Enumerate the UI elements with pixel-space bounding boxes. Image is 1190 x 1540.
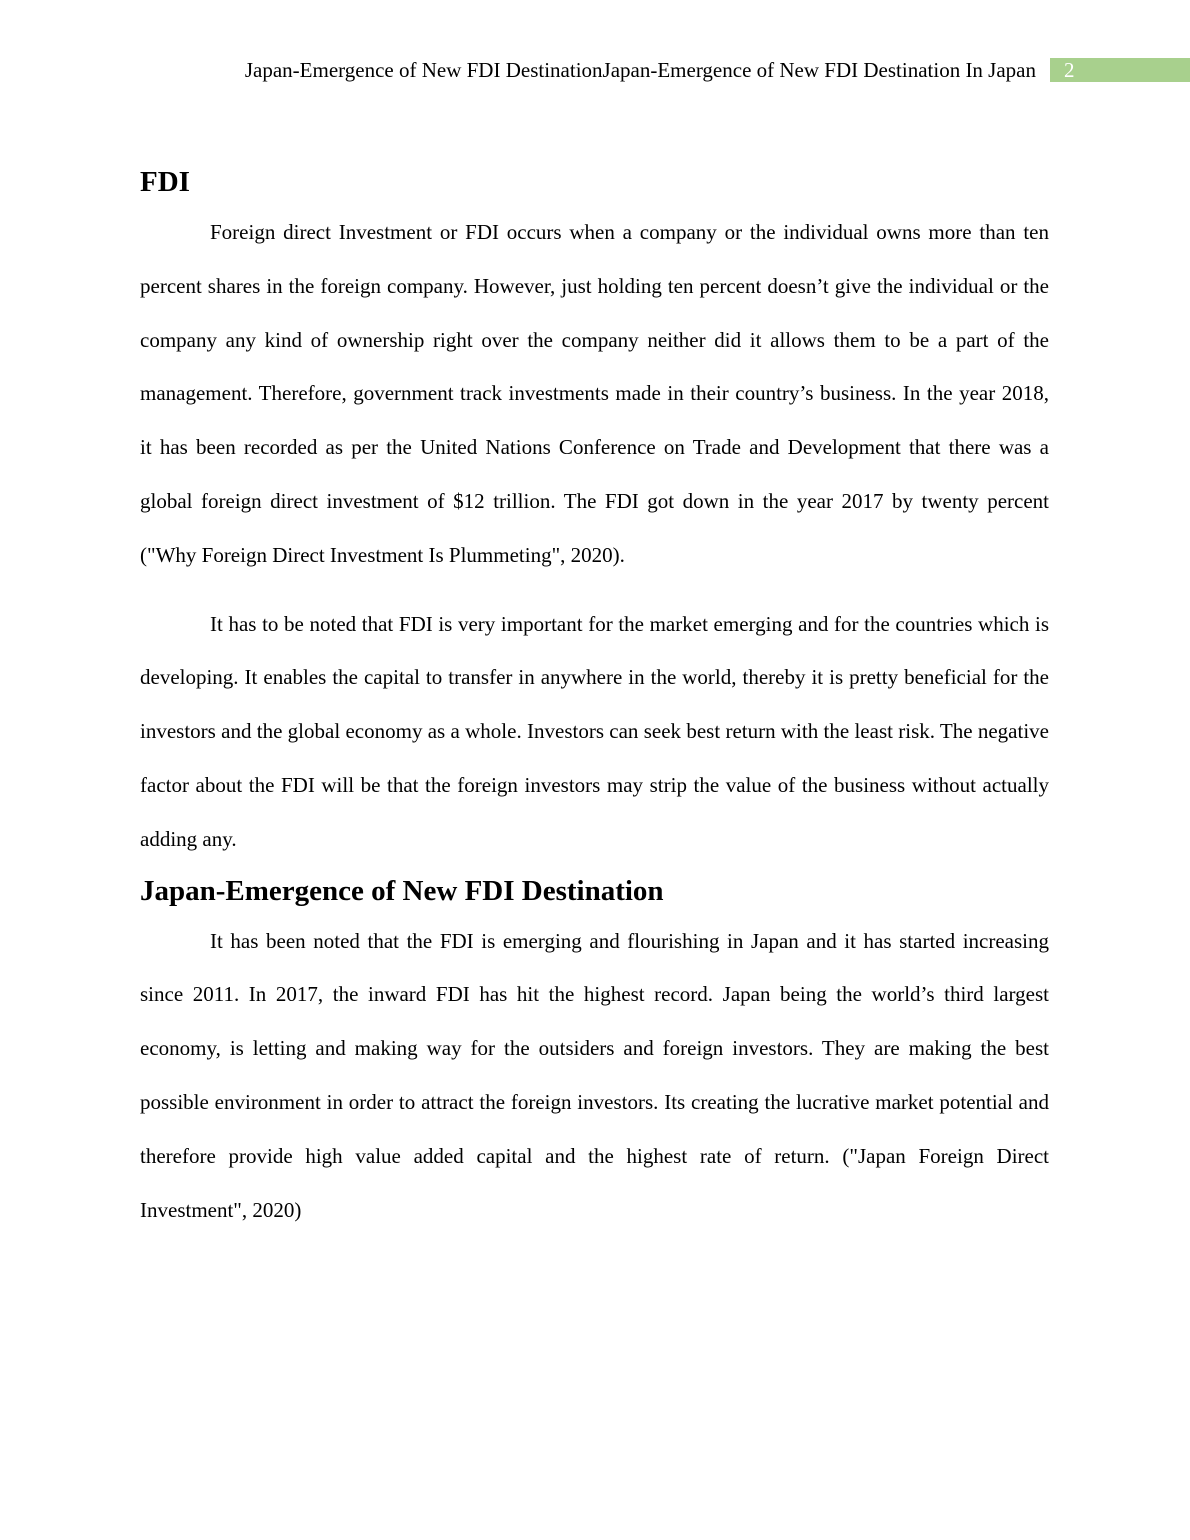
section-heading-fdi: FDI — [140, 166, 190, 198]
paragraph-japan-fdi: It has been noted that the FDI is emerging and flourishing in Japan and it has started increasing since 2011. In 2017, the inward FDI has hit the highest record. Japan being the world’s third largest economy, is letting and making way for the outsiders and foreign investors. They are making the best possible environment in order to attract the foreign investors. Its creating the lucrative market potential and therefore provide high value added capital and the highest rate of return. ("Japan Foreign Direct Investment", 2020) — [140, 928, 1049, 1222]
page-number-box — [1050, 58, 1190, 82]
page-number: 2 — [1064, 58, 1075, 82]
document-body — [140, 158, 1049, 1237]
page-header — [0, 56, 1190, 84]
paragraph-fdi-definition: Foreign direct Investment or FDI occurs when a company or the individual owns more than ten percent shares in the foreign company. However, just holding ten percent doesn’t give the individual or the company any kind of ownership right over the company neither did it allows them to be a part of the management. Therefore, government track investments made in their country’s business. In the year 2018, it has been recorded as per the United Nations Conference on Trade and Development that there was a global foreign direct investment of $12 trillion. The FDI got down in the year 2017 by twenty percent ("Why Foreign Direct Investment Is Plummeting", 2020). — [140, 220, 1049, 567]
section-heading-japan: Japan-Emergence of New FDI Destination — [140, 874, 664, 907]
header-title: Japan-Emergence of New FDI DestinationJapan-Emergence of New FDI Destination In Japan — [244, 58, 1036, 82]
paragraph-fdi-importance: It has to be noted that FDI is very important for the market emerging and for the countries which is developing. It enables the capital to transfer in anywhere in the world, thereby it is pretty beneficial for the investors and the global economy as a whole. Investors can seek best return with the least risk. The negative factor about the FDI will be that the foreign investors may strip the value of the business without actually adding any. — [140, 611, 1049, 851]
